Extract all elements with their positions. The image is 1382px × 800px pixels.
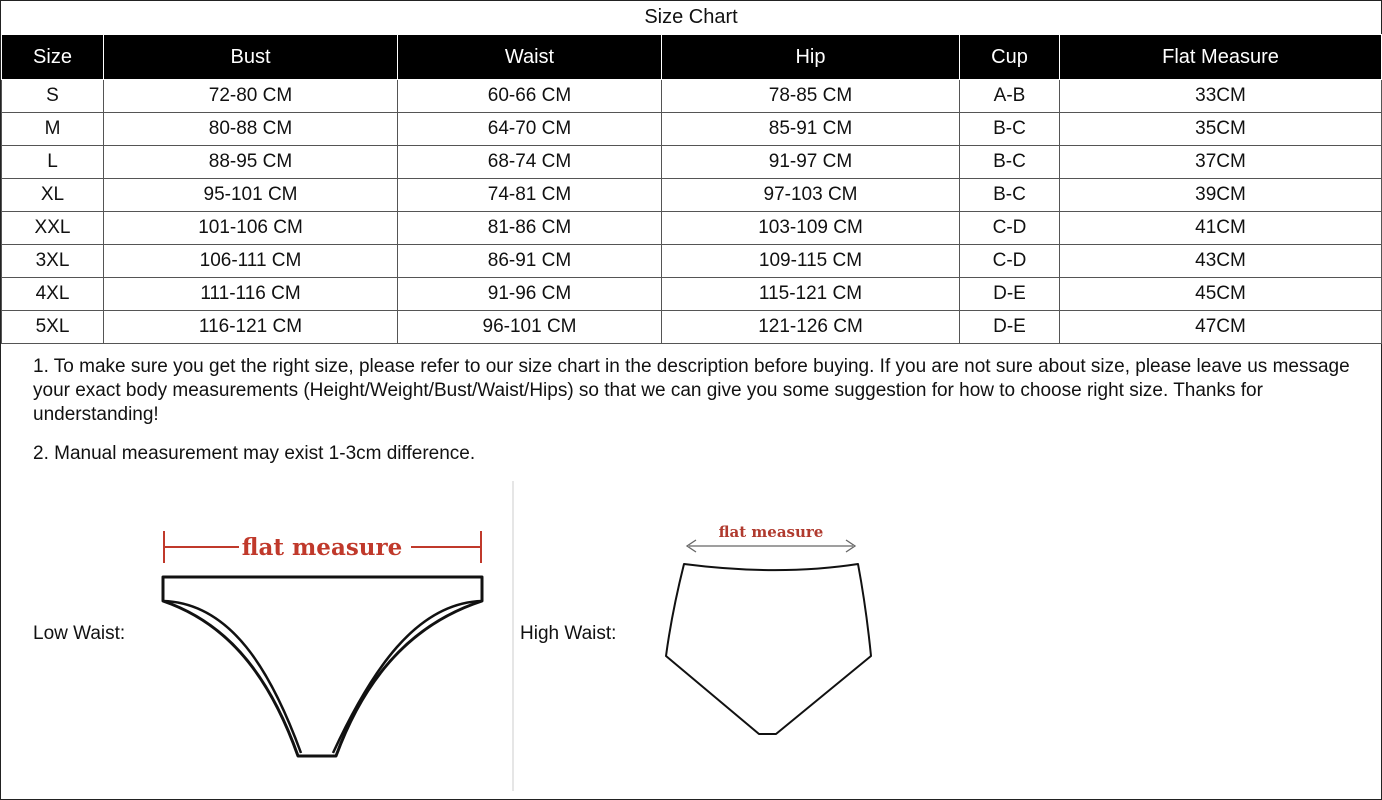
cell-size: S <box>2 80 104 113</box>
cell-hip: 109-115 CM <box>662 245 960 278</box>
cell-hip: 91-97 CM <box>662 146 960 179</box>
cell-bust: 72-80 CM <box>104 80 398 113</box>
low-waist-flat-measure-text: flat measure <box>241 534 403 561</box>
cell-waist: 91-96 CM <box>398 278 662 311</box>
cell-hip: 97-103 CM <box>662 179 960 212</box>
size-table <box>1 34 1382 344</box>
cell-bust: 101-106 CM <box>104 212 398 245</box>
page-title: Size Chart <box>644 6 738 28</box>
cell-flat-measure: 33CM <box>1060 80 1382 113</box>
table-row <box>2 113 1382 146</box>
note-size-advice: 1. To make sure you get the right size, please refer to our size chart in the description before buying. If you are not sure about size, please leave us message your exact body measurements (Height/Weight/Bust/Waist/Hips) so that we can give you some suggestion for how to choose right size. Thanks for understanding! <box>33 356 1350 425</box>
column-header-cup: Cup <box>960 35 1060 80</box>
table-row <box>2 212 1382 245</box>
cell-size: 3XL <box>2 245 104 278</box>
column-header-bust: Bust <box>104 35 398 80</box>
cell-size: 4XL <box>2 278 104 311</box>
cell-size: XL <box>2 179 104 212</box>
cell-cup: D-E <box>960 278 1060 311</box>
cell-bust: 106-111 CM <box>104 245 398 278</box>
cell-hip: 115-121 CM <box>662 278 960 311</box>
cell-cup: B-C <box>960 179 1060 212</box>
cell-cup: A-B <box>960 80 1060 113</box>
cell-bust: 111-116 CM <box>104 278 398 311</box>
low-waist-brief-illustration <box>151 521 496 771</box>
cell-cup: B-C <box>960 113 1060 146</box>
cell-flat-measure: 45CM <box>1060 278 1382 311</box>
cell-flat-measure: 35CM <box>1060 113 1382 146</box>
cell-waist: 96-101 CM <box>398 311 662 344</box>
cell-bust: 95-101 CM <box>104 179 398 212</box>
cell-waist: 64-70 CM <box>398 113 662 146</box>
table-row <box>2 278 1382 311</box>
table-row <box>2 146 1382 179</box>
table-row <box>2 311 1382 344</box>
high-waist-flat-measure-text: flat measure <box>718 523 824 541</box>
column-header-hip: Hip <box>662 35 960 80</box>
table-row <box>2 179 1382 212</box>
cell-waist: 60-66 CM <box>398 80 662 113</box>
cell-flat-measure: 39CM <box>1060 179 1382 212</box>
cell-hip: 78-85 CM <box>662 80 960 113</box>
cell-size: M <box>2 113 104 146</box>
notes-section <box>33 355 1353 481</box>
column-header-waist: Waist <box>398 35 662 80</box>
column-header-size: Size <box>2 35 104 80</box>
high-waist-label: High Waist: <box>520 623 617 644</box>
cell-waist: 74-81 CM <box>398 179 662 212</box>
cell-cup: C-D <box>960 245 1060 278</box>
cell-cup: B-C <box>960 146 1060 179</box>
cell-bust: 88-95 CM <box>104 146 398 179</box>
column-header-flat-measure: Flat Measure <box>1060 35 1382 80</box>
cell-hip: 85-91 CM <box>662 113 960 146</box>
cell-hip: 121-126 CM <box>662 311 960 344</box>
high-waist-brief-illustration <box>656 516 886 746</box>
cell-flat-measure: 37CM <box>1060 146 1382 179</box>
table-row <box>2 80 1382 113</box>
cell-waist: 81-86 CM <box>398 212 662 245</box>
cell-size: XXL <box>2 212 104 245</box>
cell-bust: 80-88 CM <box>104 113 398 146</box>
cell-waist: 68-74 CM <box>398 146 662 179</box>
cell-flat-measure: 47CM <box>1060 311 1382 344</box>
cell-size: L <box>2 146 104 179</box>
cell-flat-measure: 41CM <box>1060 212 1382 245</box>
cell-hip: 103-109 CM <box>662 212 960 245</box>
note-measurement-difference: 2. Manual measurement may exist 1-3cm difference. <box>33 443 476 464</box>
cell-cup: D-E <box>960 311 1060 344</box>
cell-size: 5XL <box>2 311 104 344</box>
table-row <box>2 245 1382 278</box>
cell-flat-measure: 43CM <box>1060 245 1382 278</box>
cell-bust: 116-121 CM <box>104 311 398 344</box>
figure-divider <box>512 481 514 791</box>
cell-cup: C-D <box>960 212 1060 245</box>
cell-waist: 86-91 CM <box>398 245 662 278</box>
low-waist-label: Low Waist: <box>33 623 126 644</box>
table-header-row <box>2 35 1382 80</box>
